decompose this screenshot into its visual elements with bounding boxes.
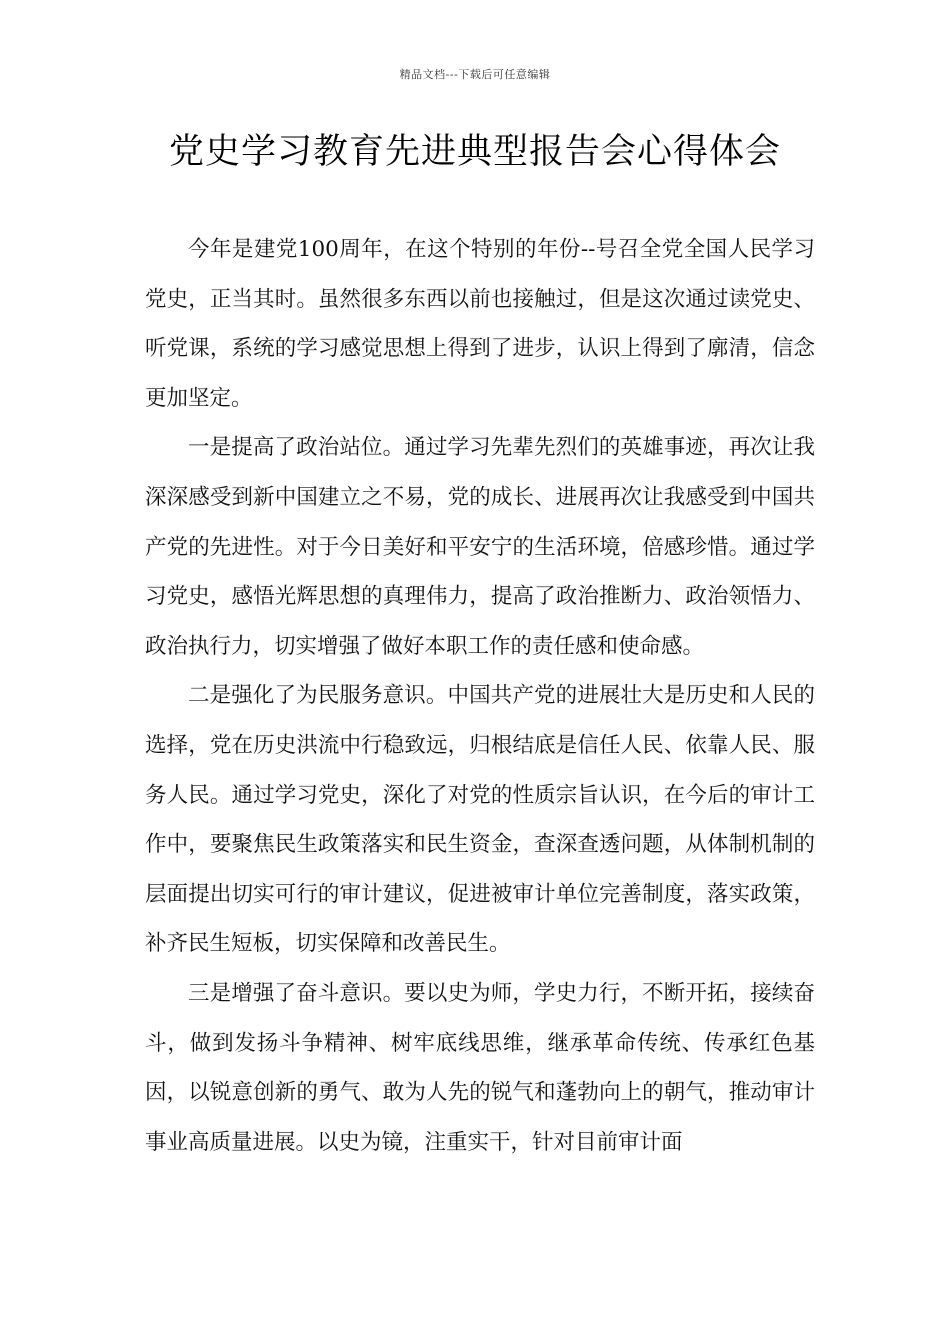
header-note: 精品文档---下载后可任意编辑 xyxy=(399,68,551,81)
document-title: 党史学习教育先进典型报告会心得体会 xyxy=(168,132,781,172)
document-body xyxy=(145,225,815,1167)
paragraph-political-standing: 一是提高了政治站位。通过学习先辈先烈们的英雄事迹，再次让我深深感受到新中国建立之不易，党的成长、进展再次让我感受到中国共产党的先进性。对于今日美好和平安宁的生活环境，倍感珍惜。通过学习党史，感悟光辉思想的真理伟力，提高了政治推断力、政治领悟力、政治执行力，切实增强了做好本职工作的责任感和使命感。 xyxy=(145,435,815,659)
paragraph-service-awareness: 二是强化了为民服务意识。中国共产党的进展壮大是历史和人民的选择，党在历史洪流中行稳致远，归根结底是信任人民、依靠人民、服务人民。通过学习党史，深化了对党的性质宗旨认识，在今后的审计工作中，要聚焦民生政策落实和民生资金，查深查透问题，从体制机制的层面提出切实可行的审计建议，促进被审计单位完善制度，落实政策，补齐民生短板，切实保障和改善民生。 xyxy=(145,683,815,957)
paragraph-striving-awareness: 三是增强了奋斗意识。要以史为师，学史力行，不断开拓，接续奋斗，做到发扬斗争精神、树牢底线思维，继承革命传统、传承红色基因，以锐意创新的勇气、敢为人先的锐气和蓬勃向上的朝气，推动审计事业高质量进展。以史为镜，注重实干，针对目前审计面 xyxy=(145,980,815,1155)
paragraph-intro: 今年是建党100周年，在这个特别的年份--号召全党全国人民学习党史，正当其时。虽然很多东西以前也接触过，但是这次通过读党史、听党课，系统的学习感觉思想上得到了进步，认识上得到了廓清，信念更加坚定。 xyxy=(145,237,815,411)
